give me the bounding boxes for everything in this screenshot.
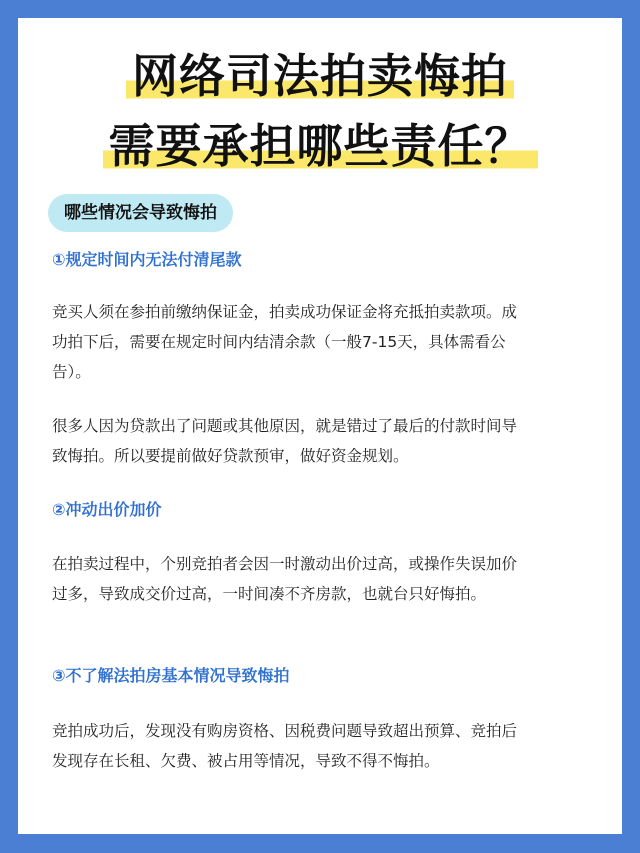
article-card [18, 18, 622, 834]
item-2-paragraph-1 [52, 549, 600, 609]
text-line: 功拍下后，需要在规定时间内结清余款（一般7-15天，具体需看公 [52, 333, 506, 351]
text-line: 在拍卖过程中，个别竞拍者会因一时激动出价过高，或操作失误加价 [52, 555, 518, 573]
item-heading-2: ②冲动出价加价 [52, 500, 162, 519]
item-1-paragraph-1 [52, 297, 600, 387]
text-line: 过多，导致成交价过高，一时间凑不齐房款，也就台只好悔拍。 [52, 585, 487, 603]
text-line: 竞拍成功后，发现没有购房资格、因税费问题导致超出预算、竞拍后 [52, 722, 518, 740]
title-line-2: 需要承担哪些责任？ [18, 116, 622, 176]
item-1-paragraph-2 [52, 411, 600, 471]
item-3-paragraph-1 [52, 716, 600, 776]
text-line: 发现存在长租、欠费、被占用等情况，导致不得不悔拍。 [52, 752, 440, 770]
title-line-1: 网络司法拍卖悔拍 [18, 46, 622, 106]
text-line: 很多人因为贷款出了问题或其他原因，就是错过了最后的付款时间导 [52, 417, 518, 435]
text-line: 告）。 [52, 363, 91, 381]
text-line: 竞买人须在参拍前缴纳保证金，拍卖成功保证金将充抵拍卖款项。成 [52, 303, 518, 321]
section-pill: 哪些情况会导致悔拍 [48, 194, 233, 232]
text-line: 致悔拍。所以要提前做好贷款预审，做好资金规划。 [52, 447, 409, 465]
item-heading-1: ①规定时间内无法付清尾款 [52, 250, 242, 269]
item-heading-3: ③不了解法拍房基本情况导致悔拍 [52, 666, 290, 685]
